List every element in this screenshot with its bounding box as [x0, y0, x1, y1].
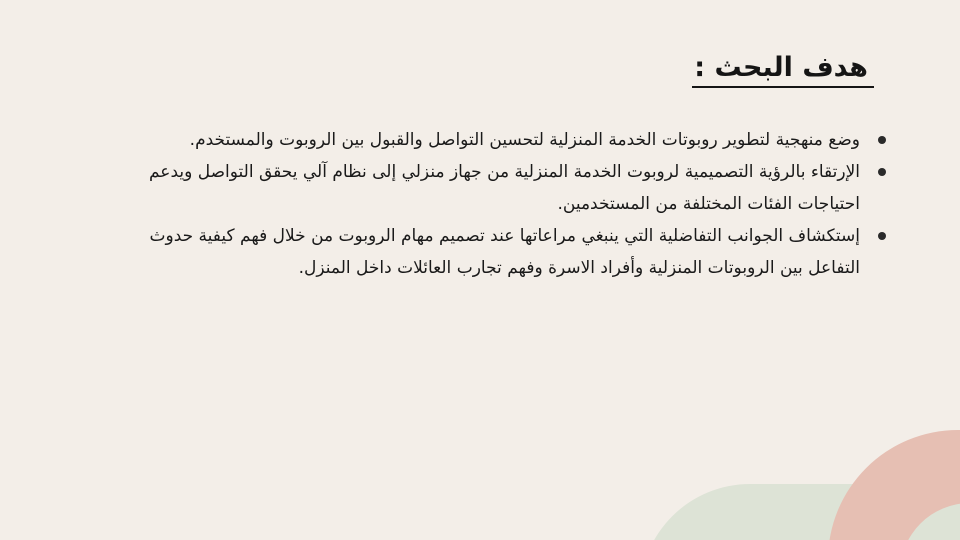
bullet-icon: [878, 232, 886, 240]
bullet-icon: [878, 168, 886, 176]
bullet-icon: [878, 136, 886, 144]
bullet-item: [116, 124, 886, 156]
bullet-text: إستكشاف الجوانب التفاضلية التي ينبغي مراعاتها عند تصميم مهام الروبوت من خلال فهم كيفية حدوث التفاعل بين الروبوتات المنزلية وأفراد الاسرة وفهم تجارب العائلات داخل المنزل.: [149, 226, 860, 278]
bullet-list: [116, 124, 886, 284]
bullet-text: الإرتقاء بالرؤية التصميمية لروبوت الخدمة المنزلية من جهاز منزلي إلى نظام آلي يحقق التواصل ويدعم احتياجات الفئات المختلفة من المستخدمين.: [148, 162, 860, 214]
slide-title: هدف البحث :: [692, 50, 874, 88]
bullet-item: [116, 156, 886, 220]
bullet-item: [116, 220, 886, 284]
bullet-text: وضع منهجية لتطوير روبوتات الخدمة المنزلية لتحسين التواصل والقبول بين الروبوت والمستخدم.: [189, 130, 860, 150]
